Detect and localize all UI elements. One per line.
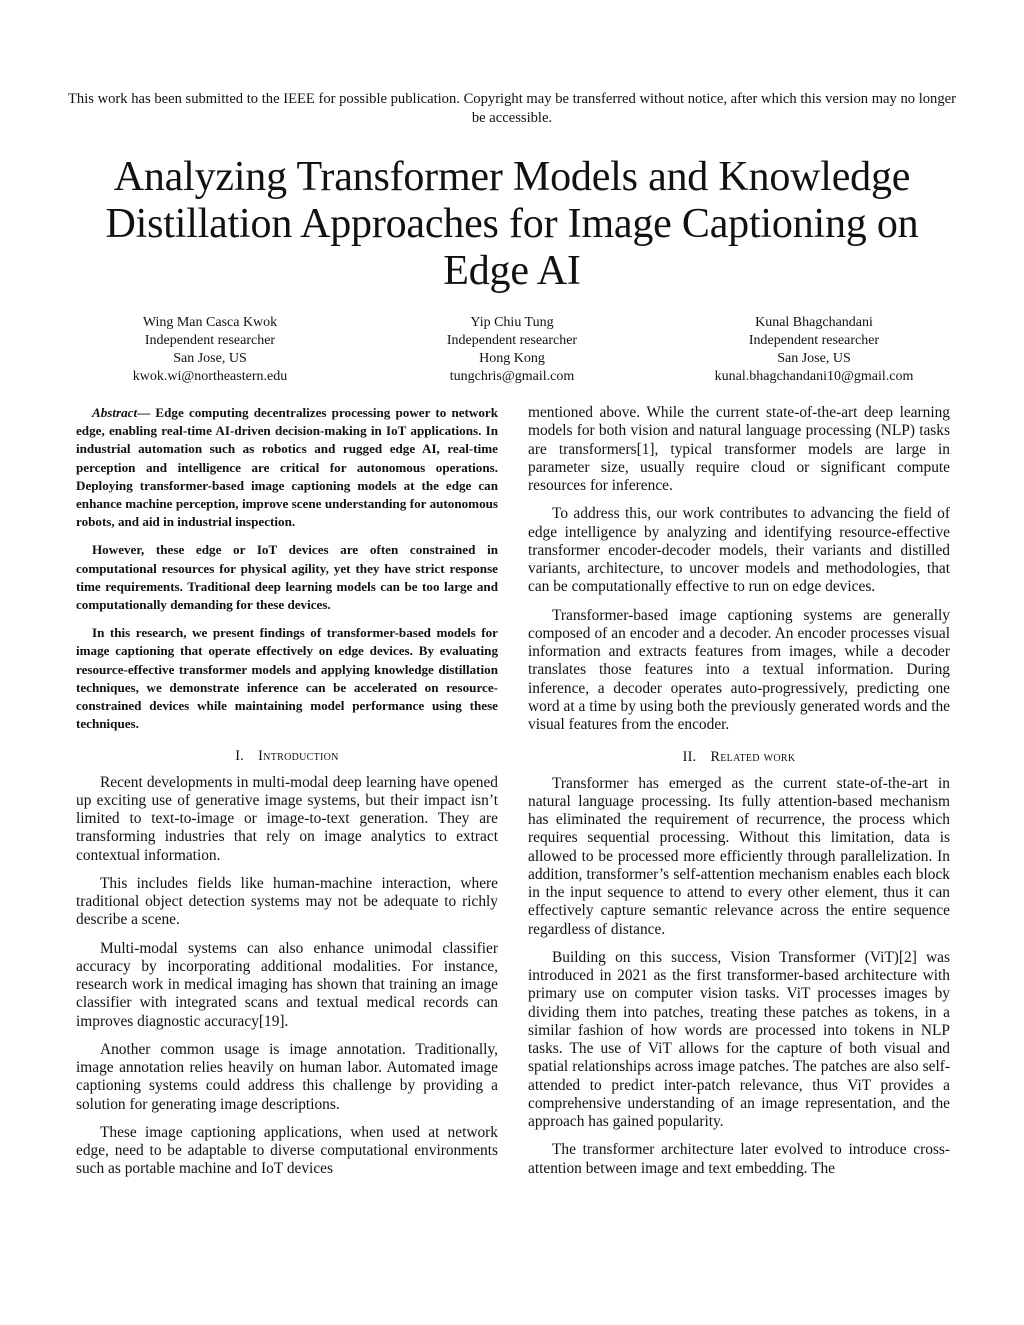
abstract	[76, 404, 498, 733]
abstract-dash: —	[137, 405, 156, 420]
body-paragraph: This includes fields like human-machine interaction, where traditional object detection systems may not be adequate to richly describe a scene.	[76, 874, 498, 929]
abstract-text: Edge computing decentralizes processing power to network edge, enabling real-time AI-driven decision-making in IoT applications. In industrial automation such as robotics and rugged edge AI, real-time perception and intelligence are critical for autonomous operations. Deploying transformer-based image captioning models at the edge can enhance machine perception, improve scene understanding for autonomous robots, and aid in industrial inspection.	[76, 405, 499, 530]
body-paragraph: Multi-modal systems can also enhance unimodal classifier accuracy by incorporating additional modalities. For instance, research work in medical imaging has shown that training an image classifier with integrated scans and textual medical records can improves diagnostic accuracy[19].	[76, 939, 498, 1030]
abstract-paragraph: However, these edge or IoT devices are often constrained in computational resources for physical agility, yet they have strict response time requirements. Traditional deep learning models can be too large and computationally demanding for these devices.	[76, 542, 498, 613]
author-block	[664, 314, 964, 386]
section-number: I.	[235, 748, 245, 765]
author-email: kunal.bhagchandani10@gmail.com	[714, 369, 914, 384]
body-paragraph: Transformer has emerged as the current state-of-the-art in natural language processing. Its fully attention-based mechanism has eliminated the requirement of recurrence, the process which requires sequential processing. Without this limitation, data is allowed to be processed more efficiently through parallelization. In addition, transformer’s self-attention mechanism enables each block in the input sequence to attend to every other element, thus it can effectively capture semantic relevance across the entire sequence regardless of distance.	[528, 774, 950, 938]
paper-title: Analyzing Transformer Models and Knowledge Distillation Approaches for Image Captioning on Edge AI	[105, 154, 919, 294]
body-paragraph: To address this, our work contributes to advancing the field of edge intelligence by analyzing and identifying resource-effective transformer encoder-decoder models, their variants and distilled variants, architecture, to uncover models and methodologies, that can be computationally effective to run on edge devices.	[528, 505, 950, 596]
abstract-paragraph: In this research, we present findings of transformer-based models for image captioning that operate effectively on edge devices. By evaluating resource-effective transformer models and applying knowledge distillation techniques, we demonstrate inference can be accelerated on resource-constrained devices while maintaining model performance using these techniques.	[76, 625, 498, 732]
abstract-paragraph	[76, 404, 498, 531]
right-column	[528, 404, 950, 1188]
body-paragraph: These image captioning applications, when used at network edge, need to be adaptable to diverse computational environments such as portable machine and IoT devices	[76, 1123, 498, 1178]
author-email: tungchris@gmail.com	[449, 369, 575, 384]
submission-notice: This work has been submitted to the IEEE for possible publication. Copyright may be transferred without notice, after which this version may no longer be accessible.	[68, 91, 956, 126]
section-heading-related-work	[528, 748, 950, 766]
author-affiliation: Independent researcher	[144, 333, 276, 348]
author-block	[60, 314, 360, 386]
author-affiliation: Independent researcher	[748, 333, 880, 348]
body-paragraph: mentioned above. While the current state-of-the-art deep learning models for both vision and natural language processing (NLP) tasks are transformers[1], typical transformer models are large in parameter size, usually require cloud or significant compute resources for inference.	[528, 404, 950, 494]
section-title: Introduction	[258, 748, 339, 765]
author-affiliation: Independent researcher	[446, 333, 578, 348]
section-number: II.	[682, 749, 697, 766]
author-email: kwok.wi@northeastern.edu	[132, 369, 288, 384]
author-location: Hong Kong	[479, 351, 545, 366]
section-heading-introduction	[76, 747, 498, 765]
body-paragraph: Building on this success, Vision Transformer (ViT)[2] was introduced in 2021 as the first transformer-based architecture with primary use on computer vision tasks. ViT processes images by dividing them into patches, treating these patches as tokens, in a similar fashion of how words are processed into tokens in NLP tasks. The use of ViT allows for the capture of both visual and spatial relationships across image patches. The patches are also self-attended to predict inter-patch relevance, thus ViT provides a comprehensive understanding of an image representation, and the approach has gained popularity.	[528, 948, 950, 1130]
author-location: San Jose, US	[777, 351, 851, 366]
left-column	[76, 404, 498, 1189]
author-name: Wing Man Casca Kwok	[142, 315, 278, 330]
body-paragraph: Another common usage is image annotation. Traditionally, image annotation relies heavily on human labor. Automated image captioning systems could address this challenge by providing a solution for generating image descriptions.	[76, 1040, 498, 1113]
author-list	[60, 314, 964, 386]
author-block	[362, 314, 662, 386]
body-paragraph: Recent developments in multi-modal deep learning have opened up exciting use of generative image systems, but their impact isn’t limited to text-to-image or image-to-text generation. They are transforming industries that rely on image analytics to extract contextual information.	[76, 773, 498, 864]
body-paragraph: Transformer-based image captioning systems are generally composed of an encoder and a decoder. An encoder processes visual information and extracts features from images, while a decoder translates those features into a textual information. During inference, a decoder operates auto-progressively, predicting one word at a time by using both the previously generated words and the visual features from the encoder.	[528, 606, 950, 733]
author-name: Kunal Bhagchandani	[755, 315, 873, 330]
section-title: Related work	[710, 749, 796, 766]
abstract-label: Abstract	[92, 405, 138, 420]
author-name: Yip Chiu Tung	[470, 315, 554, 330]
body-paragraph: The transformer architecture later evolved to introduce cross-attention between image and text embedding. The	[528, 1141, 950, 1177]
author-location: San Jose, US	[173, 351, 247, 366]
